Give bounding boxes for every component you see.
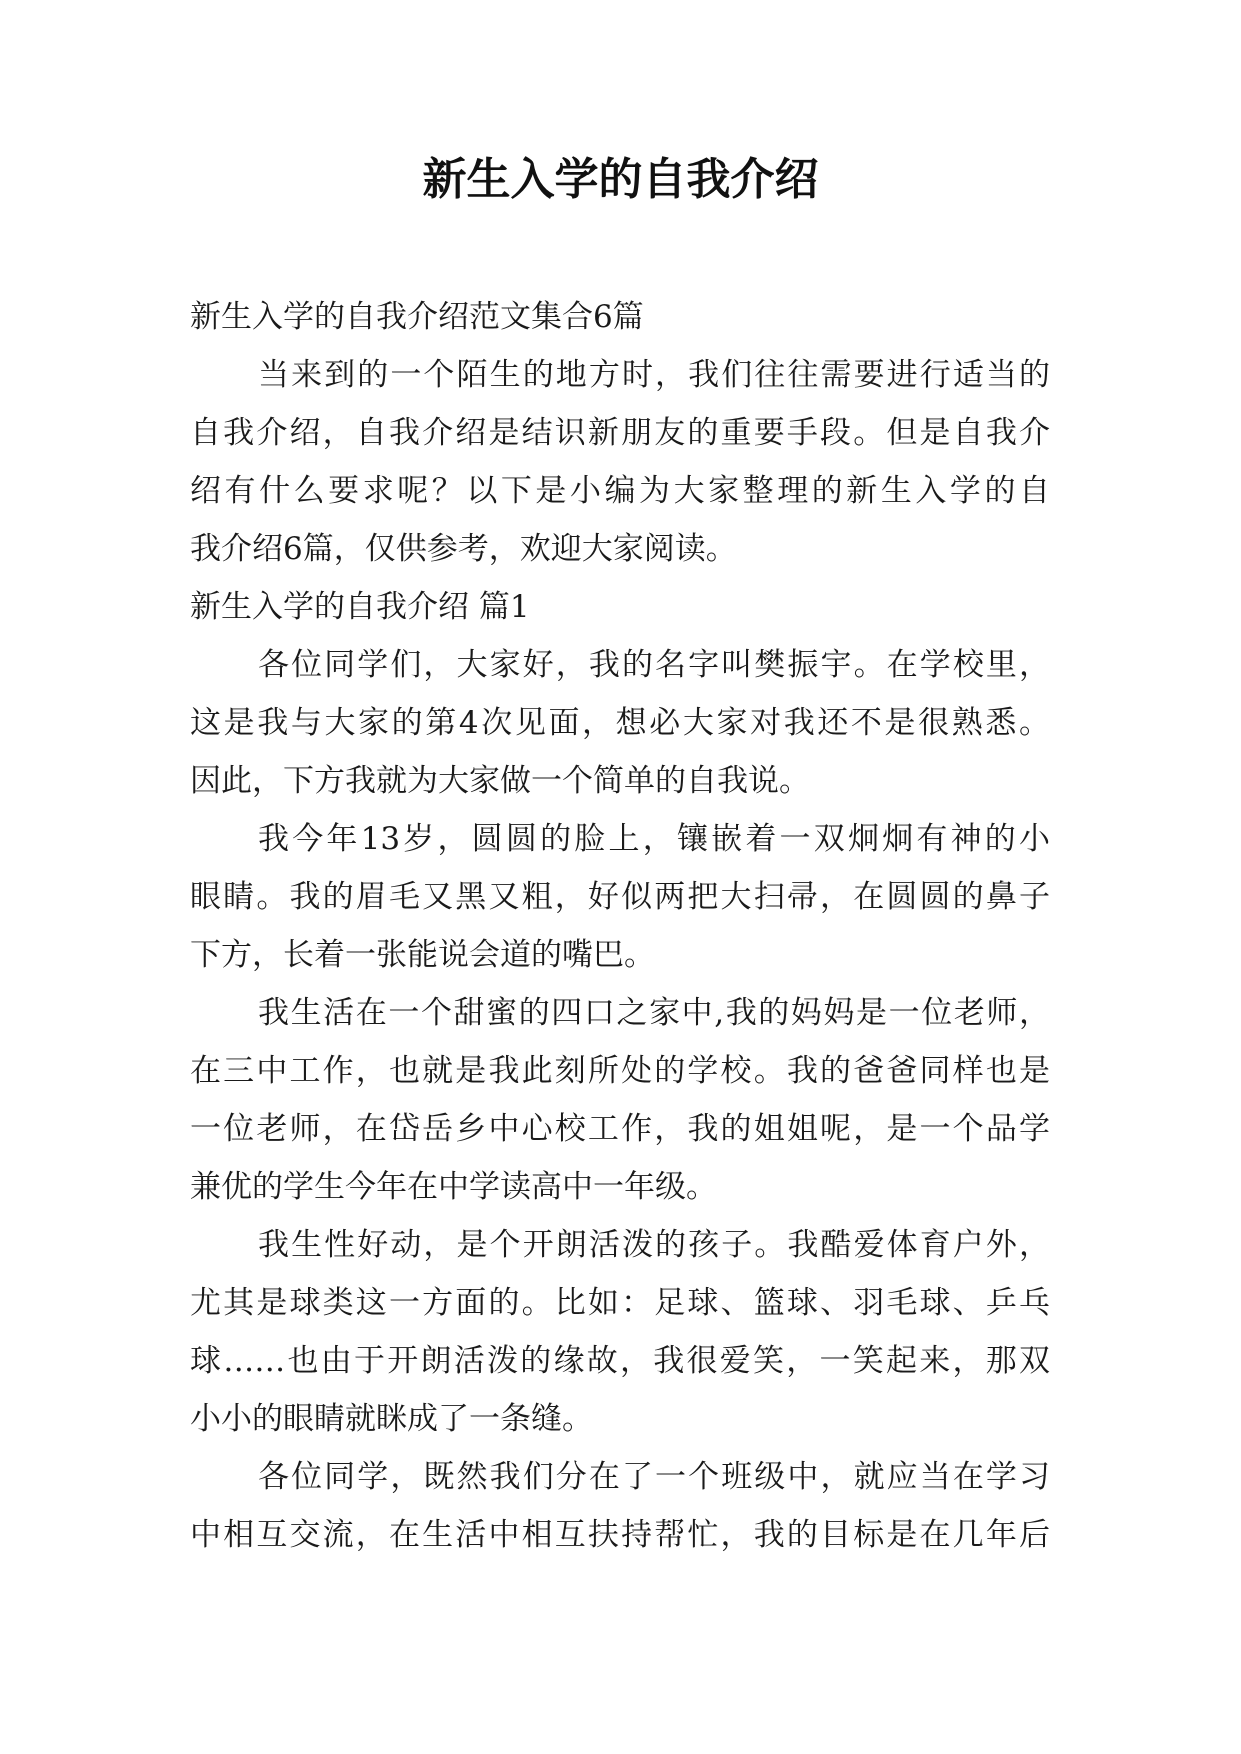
text-line: 眼睛。我的眉毛又黑又粗，好似两把大扫帚，在圆圆的鼻子 [190, 879, 1050, 915]
text-line: 尤其是球类这一方面的。比如：足球、篮球、羽毛球、乒乓 [190, 1285, 1050, 1321]
text-line: 绍有什么要求呢？以下是小编为大家整理的新生入学的自 [190, 473, 1050, 509]
text-line: 因此，下方我就为大家做一个简单的自我说。 [190, 763, 810, 799]
text-line: 这是我与大家的第4次见面，想必大家对我还不是很熟悉。 [190, 705, 1050, 741]
text-line: 一位老师，在岱岳乡中心校工作，我的姐姐呢，是一个品学 [190, 1111, 1050, 1147]
text-line: 我生性好动，是个开朗活泼的孩子。我酷爱体育户外， [258, 1227, 1050, 1263]
paragraph-3 [190, 984, 1050, 1216]
paragraph-4 [190, 1216, 1050, 1448]
text-line: 各位同学们，大家好，我的名字叫樊振宇。在学校里， [258, 647, 1050, 683]
document-subtitle: 新生入学的自我介绍范文集合6篇 [190, 299, 644, 335]
text-line: 我生活在一个甜蜜的四口之家中,我的妈妈是一位老师， [258, 995, 1050, 1031]
paragraph-5 [190, 1448, 1050, 1564]
text-line: 兼优的学生今年在中学读高中一年级。 [190, 1169, 717, 1205]
document-body [190, 288, 1050, 1564]
text-line: 中相互交流，在生活中相互扶持帮忙，我的目标是在几年后 [190, 1517, 1050, 1553]
text-line: 我介绍6篇，仅供参考，欢迎大家阅读。 [190, 531, 737, 567]
text-line: 球……也由于开朗活泼的缘故，我很爱笑，一笑起来，那双 [190, 1343, 1050, 1379]
text-line: 下方，长着一张能说会道的嘴巴。 [190, 937, 655, 973]
intro-paragraph [190, 346, 1050, 578]
paragraph-1 [190, 636, 1050, 810]
text-line: 小小的眼睛就眯成了一条缝。 [190, 1401, 593, 1437]
document-title: 新生入学的自我介绍 [422, 154, 819, 205]
text-line: 在三中工作，也就是我此刻所处的学校。我的爸爸同样也是 [190, 1053, 1050, 1089]
text-line: 我今年13岁，圆圆的脸上，镶嵌着一双炯炯有神的小 [258, 821, 1050, 857]
text-line: 各位同学，既然我们分在了一个班级中，就应当在学习 [258, 1459, 1050, 1495]
paragraph-2 [190, 810, 1050, 984]
text-line: 自我介绍，自我介绍是结识新朋友的重要手段。但是自我介 [190, 415, 1050, 451]
section-heading: 新生入学的自我介绍 篇1 [190, 589, 530, 625]
text-line: 当来到的一个陌生的地方时，我们往往需要进行适当的 [258, 357, 1050, 393]
